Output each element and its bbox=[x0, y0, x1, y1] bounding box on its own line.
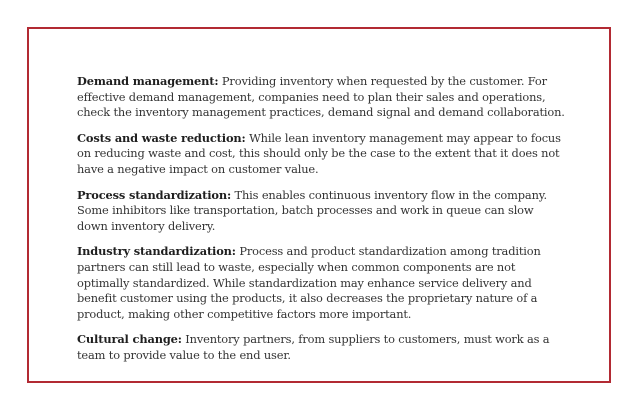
paragraph-cultural-change bbox=[77, 332, 567, 363]
text-cultural-change: Inventory partners, from suppliers to customers, must work as a team to provide value to the end user. bbox=[77, 332, 550, 362]
text-process-standardization: This enables continuous inventory flow in the company. Some inhibitors like transportation, batch processes and work in queue can slow down inventory delivery. bbox=[77, 187, 547, 233]
term-cultural-change: Cultural change: bbox=[77, 332, 182, 347]
term-process-standardization: Process standardization: bbox=[77, 187, 232, 202]
paragraph-demand-management bbox=[77, 74, 567, 121]
text-costs-waste-reduction: While lean inventory management may appear to focus on reducing waste and cost, this should only be the case to the extent that it does not have a negative impact on customer value. bbox=[77, 130, 561, 176]
paragraph-industry-standardization bbox=[77, 244, 567, 322]
term-industry-standardization: Industry standardization: bbox=[77, 244, 236, 259]
text-industry-standardization: Process and product standardization among tradition partners can still lead to waste, especially when common components are not optimally standardized. While standardization may enhance service delivery and benefit customer using the products, it also decreases the proprietary nature of a product, making other competitive factors more important. bbox=[77, 244, 541, 321]
paragraph-costs-waste-reduction bbox=[77, 131, 567, 178]
term-demand-management: Demand management: bbox=[77, 74, 219, 88]
slide-content bbox=[77, 74, 567, 374]
text-demand-management: Providing inventory when requested by the customer. For effective demand management, companies need to plan their sales and operations, check the inventory management practices, demand signal and demand collaboration. bbox=[77, 74, 565, 120]
paragraph-process-standardization bbox=[77, 188, 567, 235]
slide-frame bbox=[27, 27, 611, 383]
term-costs-waste-reduction: Costs and waste reduction: bbox=[77, 130, 246, 145]
